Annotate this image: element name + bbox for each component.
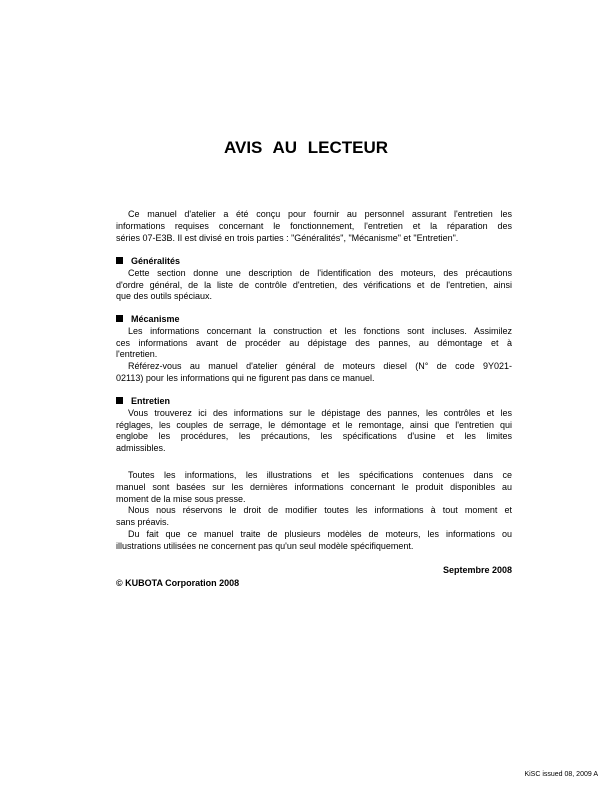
- section-heading: [116, 314, 512, 326]
- closing-paragraphs: [116, 470, 512, 553]
- date: Septembre 2008: [442, 565, 512, 575]
- text-line: séries 07-E3B. Il est divisé en trois parties : "Généralités", "Mécanisme" et "Entretien".: [116, 232, 459, 243]
- square-bullet-icon: [116, 397, 123, 404]
- text-line: manuel sont basées sur les dernières informations concernant le produit disponibles au: [116, 481, 512, 492]
- section-heading: [116, 256, 512, 268]
- text-line: Du fait que ce manuel traite de plusieurs modèles de moteurs, les informations ou: [128, 528, 512, 539]
- copyright: © KUBOTA Corporation 2008: [116, 578, 240, 588]
- section-mecanisme: [116, 314, 512, 385]
- text-line: englobe les procédures, les précautions, les spécifications d'usine et les limites: [116, 431, 512, 442]
- text-line: réglages, les couples de serrage, le démontage et le remontage, ainsi que l'entretien qui: [116, 419, 512, 430]
- text-line: Vous trouverez ici des informations sur le dépistage des pannes, les contrôles et les: [128, 407, 512, 418]
- text-line: sans préavis.: [116, 517, 170, 528]
- text-line: l'entretien.: [116, 349, 158, 360]
- page-title: AVIS AU LECTEUR: [223, 138, 389, 157]
- section-entretien: [116, 396, 512, 455]
- text-line: admissibles.: [116, 443, 166, 454]
- intro-paragraph: [116, 209, 512, 244]
- heading-text: Mécanisme: [131, 314, 180, 324]
- footer-issue-note: KiSC issued 08, 2009 A: [524, 771, 598, 778]
- text-line: moment de la mise sous presse.: [116, 493, 246, 504]
- text-line: Cette section donne une description de l'identification des moteurs, des précautions: [128, 267, 512, 278]
- text-line: illustrations utilisées ne concernent pas qu'un seul modèle spécifiquement.: [116, 540, 414, 551]
- text-line: Référez-vous au manuel d'atelier général de moteurs diesel (N° de code 9Y021-: [128, 361, 512, 372]
- text-line: Les informations concernant la construction et les fonctions sont incluses. Assimilez: [128, 325, 512, 336]
- text-line: ces informations avant de procéder au dépistage des pannes, au démontage et à: [116, 337, 512, 348]
- section-heading: [116, 396, 512, 408]
- heading-text: Entretien: [131, 396, 171, 406]
- text-line: Nous nous réservons le droit de modifier toutes les informations à tout moment et: [128, 505, 512, 516]
- text-line: 02113) pour les informations qui ne figurent pas dans ce manuel.: [116, 372, 375, 383]
- text-line: informations requises concernant le fonctionnement, l'entretien et la réparation des: [116, 220, 512, 231]
- section-generalites: [116, 256, 512, 303]
- text-line: d'ordre général, de la liste de contrôle d'entretien, des vérifications et de l'entretien, ainsi: [116, 279, 512, 290]
- signature-block: [116, 564, 512, 590]
- text-line: que des outils spéciaux.: [116, 291, 213, 302]
- text-line: Toutes les informations, les illustrations et les spécifications contenues dans ce: [128, 470, 512, 480]
- text-line: Ce manuel d'atelier a été conçu pour fournir au personnel assurant l'entretien les: [128, 209, 512, 219]
- square-bullet-icon: [116, 315, 123, 322]
- heading-text: Généralités: [131, 256, 181, 266]
- square-bullet-icon: [116, 257, 123, 264]
